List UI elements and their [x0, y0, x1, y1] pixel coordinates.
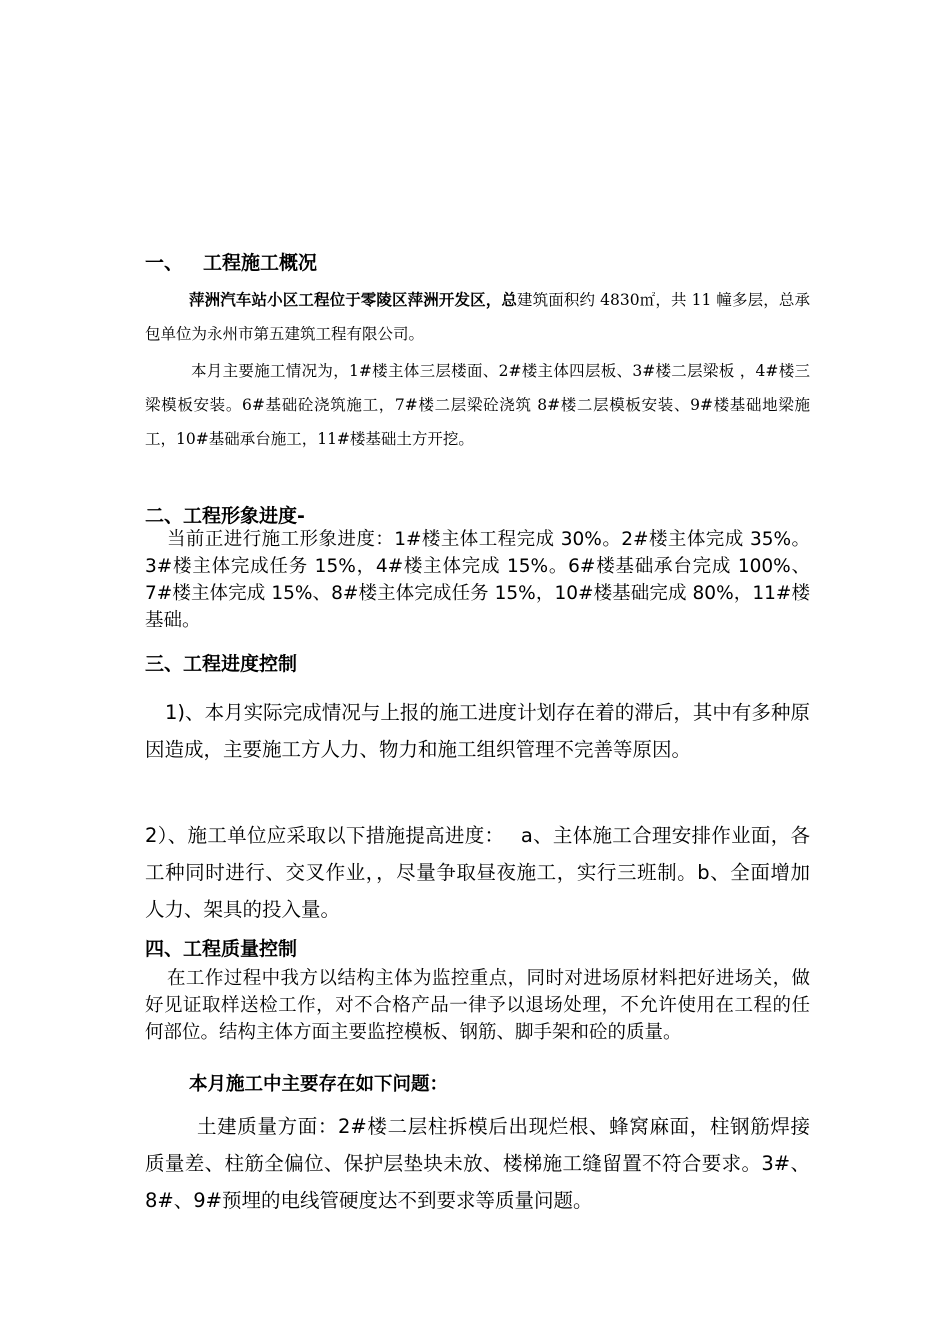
section-4-heading: 四、工程质量控制	[145, 938, 298, 960]
section-4-paragraph-3: 土建质量方面：2#楼二层柱拆模后出现烂根、蜂窝麻面，柱钢筋焊接质量差、柱筋全偏位、保护层垫块未放、楼梯施工缝留置不符合要求。3#、8#、9#预埋的电线管硬度达不到要求等质量问题。	[145, 1115, 810, 1212]
section-1-heading	[145, 250, 810, 276]
section-1-number: 一、	[145, 252, 184, 274]
section-3-paragraph-2: 2）、施工单位应采取以下措施提高进度： a、主体施工合理安排作业面，各工种同时进行、交叉作业，，尽量争取昼夜施工，实行三班制。b、全面增加人力、架具的投入量。	[145, 824, 810, 921]
section-3-heading: 三、工程进度控制	[145, 653, 298, 675]
section-1-paragraph-1	[145, 283, 810, 351]
section-1-paragraph-2: 本月主要施工情况为，1#楼主体三层楼面、2#楼主体四层板、3#楼二层梁板 ，4#楼三梁模板安装。6#基础砼浇筑施工，7#楼二层梁砼浇筑 8#楼二层模板安装、9#楼基础地梁施工，10#基础承台施工，11#楼基础土方开挖。	[145, 362, 810, 448]
section-1-title: 工程施工概况	[203, 252, 318, 274]
section-4-paragraph-1: 在工作过程中我方以结构主体为监控重点，同时对进场原材料把好进场关，做好见证取样送检工作，对不合格产品一律予以退场处理，不允许使用在工程的任何部位。结构主体方面主要监控模板、钢筋、脚手架和砼的质量。	[145, 968, 810, 1043]
section-4-problems-heading: 本月施工中主要存在如下问题：	[189, 1074, 449, 1095]
section-3-paragraph-1: 1)、本月实际完成情况与上报的施工进度计划存在着的滞后，其中有多种原因造成，主要施工方人力、物力和施工组织管理不完善等原因。	[145, 701, 810, 761]
project-area-text: 建筑面积约 4830㎡，共 11 幢多层，总承包单位为永州市第五建筑工程有限公司。	[145, 291, 810, 343]
section-2-heading: 二、工程形象进度-	[145, 505, 305, 527]
section-2-paragraph-1: 当前正进行施工形象进度：1#楼主体工程完成 30%。2#楼主体完成 35%。3#楼主体完成任务 15%，4#楼主体完成 15%。6#楼基础承台完成 100%、7#楼主体完成 15%、8#楼主体完成任务 15%，10#楼基础完成 80%，11#楼基础。	[145, 529, 810, 631]
project-location-text: 萍洲汽车站小区工程位于零陵区萍洲开发区，总	[189, 290, 518, 309]
